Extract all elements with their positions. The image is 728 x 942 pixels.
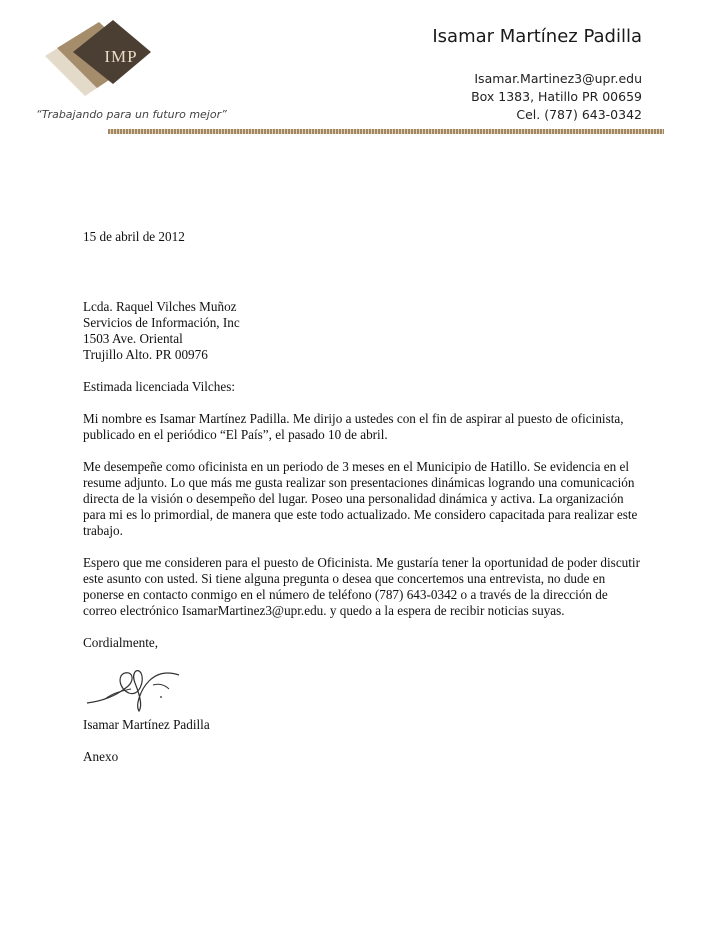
letter-body: [83, 229, 643, 765]
recipient-name: Lcda. Raquel Vilches Muñoz: [83, 299, 237, 314]
salutation: Estimada licenciada Vilches:: [83, 379, 236, 394]
sender-address: Box 1383, Hatillo PR 00659: [471, 89, 642, 104]
paragraph-intro: Mi nombre es Isamar Martínez Padilla. Me dirijo a ustedes con el fin de aspirar al puesto de oficinista, publicado en el periódico “El País”, el pasado 10 de abril.: [83, 411, 624, 442]
recipient-street: 1503 Ave. Oriental: [83, 331, 183, 346]
recipient-city: Trujillo Alto. PR 00976: [83, 347, 208, 362]
closing: Cordialmente,: [83, 635, 159, 650]
sender-phone: Cel. (787) 643-0342: [516, 107, 642, 122]
paragraph-request: Espero que me consideren para el puesto de Oficinista. Me gustaría tener la oportunidad de poder discutir este asunto con usted. Si tiene alguna pregunta o desea que concertemos una entrevista, no dude en ponerse en contacto conmigo en el número de teléfono (787) 643-0342 o a través de la dirección de correo electrónico IsamarMartinez3@upr.edu. y quedo a la espera de recibir noticias suyas.: [83, 555, 640, 618]
enclosure: Anexo: [83, 749, 119, 764]
logo-text: IMP: [104, 47, 138, 66]
sender-email: Isamar.Martinez3@upr.edu: [474, 71, 642, 86]
tagline: “Trabajando para un futuro mejor”: [36, 108, 227, 121]
contact-block: [471, 70, 642, 124]
letter-date: 15 de abril de 2012: [83, 229, 185, 244]
handwritten-signature: [83, 659, 193, 715]
sender-name: Isamar Martínez Padilla: [432, 26, 642, 47]
paragraph-experience: Me desempeñe como oficinista en un periodo de 3 meses en el Municipio de Hatillo. Se evidencia en el resume adjunto. Lo que más me gusta realizar son presentaciones dinámicas logrando una comunicación directa de la visión o desempeño del lugar. Poseo una personalidad dinámica y activa. La organización para mi es lo primordial, de manera que este todo actualizado. Me considero capacitada para realizar este trabajo.: [83, 459, 638, 538]
header-divider: [108, 129, 664, 134]
imp-logo: [33, 12, 163, 112]
signer-name: Isamar Martínez Padilla: [83, 717, 210, 732]
recipient-address: [83, 299, 643, 363]
recipient-company: Servicios de Información, Inc: [83, 315, 240, 330]
